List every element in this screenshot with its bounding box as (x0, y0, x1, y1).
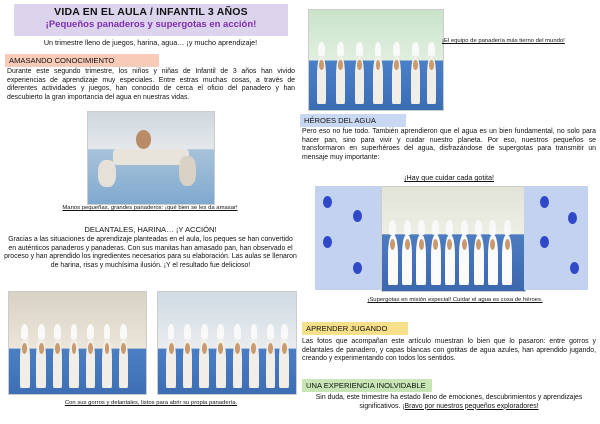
section-heading-aprender: APRENDER JUGANDO (302, 322, 408, 335)
water-drop-icon (540, 196, 549, 208)
caption-kneading: Manos pequeñas, grandes panaderos: ¡qué bien se les da amasar! (62, 205, 238, 211)
photo-bakery-team (308, 9, 444, 111)
water-drop-icon (353, 210, 362, 222)
drop-panel-left (315, 186, 383, 290)
section-heading-experiencia: UNA EXPERIENCIA INOLVIDABLE (302, 379, 432, 392)
intro-line: Un trimestre lleno de juegos, harina, agua… ¡y mucho aprendizaje! (43, 38, 258, 47)
page-subtitle: ¡Pequeños panaderos y supergotas en acción! (45, 19, 257, 30)
section-text-aprender: Las fotos que acompañan este artículo muestran lo bien que lo pasaron: entre gorros y delantales de panadero, y capas blancas con gotitas de agua azules, han aprendido jugando, creando y experimentando con todos los sentidos. (302, 338, 596, 363)
drop-panel-right (524, 186, 588, 290)
caption-supergotas: ¡Supergotas en misión especial! Cuidar el agua es cosa de héroes. (367, 297, 543, 303)
title-banner (14, 4, 288, 36)
experiencia-closing: ¡Bravo por nuestros pequeños exploradores! (402, 402, 539, 410)
photo-bakers-right (157, 291, 297, 395)
section-heading-heroes: HÉROES DEL AGUA (300, 114, 406, 127)
section-heading-delantales: DELANTALES, HARINA… ¡Y ACCIÓN! (84, 225, 217, 234)
heroes-highlight: ¡Hay que cuidar cada gotita! (404, 173, 494, 182)
water-drop-icon (353, 262, 362, 274)
page-title: VIDA EN EL AULA / INFANTIL 3 AÑOS (54, 6, 248, 18)
water-drop-icon (568, 212, 577, 224)
water-drop-icon (323, 196, 332, 208)
section-text-delantales: Gracias a las situaciones de aprendizaje planteadas en el aula, los peques se han convertido en auténticos panaderos y panaderas. Con sus manitas han amasado pan, han observado el proceso y han aprendido los ingredientes necesarios para su elaboración. Las aulas se llenaron de harina, risas y muchísima ilusión. ¡Y el resultado fue delicioso! (4, 236, 297, 269)
section-text-experiencia (302, 394, 596, 411)
photo-bakers-left (8, 291, 147, 395)
water-drop-icon (540, 236, 549, 248)
section-text-heroes: Pero eso no fue todo. También aprendieron que el agua es un bien fundamental, no solo para hacer pan, sino para vivir y cuidar nuestro planeta. Por eso, nuestros pequeños se transformaron en superhéroes del agua, disfrazándose de supergotas para transmitir un mensaje muy importante: (302, 128, 596, 161)
photo-kneading (87, 111, 215, 205)
section-heading-amasando: AMASANDO CONOCIMIENTO (5, 54, 159, 67)
caption-bakers: Con sus gorros y delantales, listos para abrir su propia panadería. (64, 400, 238, 406)
section-text-amasando: Durante este segundo trimestre, los niños y niñas de Infantil de 3 años han vivido experiencias de aprendizaje muy especiales. Entre estras muchas cosas, a través de diferentes actividades y juegos, han conocido de cerca el oficio del panadero y han descubierto la gran importancia del agua en nuestras vidas. (7, 68, 295, 101)
water-drop-icon (570, 262, 579, 274)
experiencia-text: Sin duda, este trimestre ha estado lleno de emociones, descubrimientos y aprendizajes significativos. (315, 394, 583, 410)
caption-bakery-team: ¡El equipo de panadería más tierno del mundo! (442, 38, 565, 44)
photo-supergotas (381, 186, 526, 292)
water-drop-icon (323, 236, 332, 248)
